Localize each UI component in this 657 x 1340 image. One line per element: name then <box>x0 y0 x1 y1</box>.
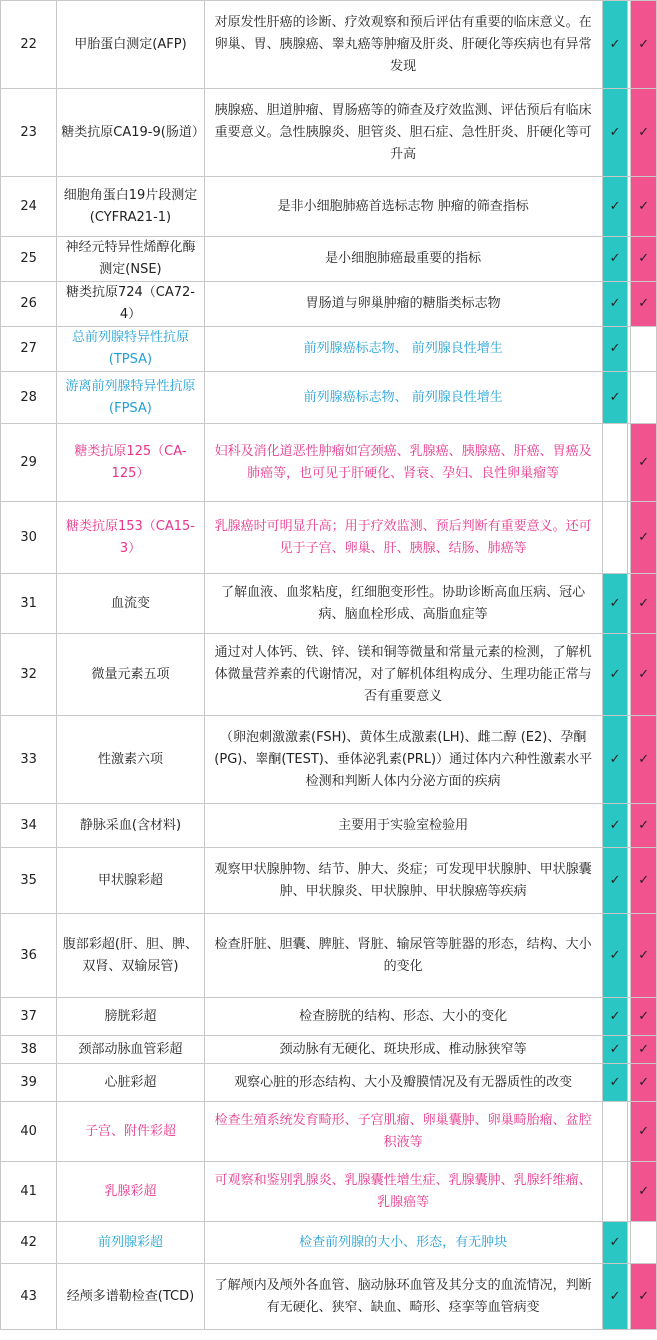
item-name: 颈部动脉血管彩超 <box>57 1036 204 1064</box>
item-number: 40 <box>1 1102 57 1162</box>
check-icon: ✓ <box>631 574 657 634</box>
check-icon: ✓ <box>631 282 657 327</box>
item-number: 27 <box>1 327 57 372</box>
table-row <box>1 327 657 372</box>
item-description: 胃肠道与卵巢肿瘤的糖脂类标志物 <box>204 282 602 327</box>
item-number: 28 <box>1 372 57 424</box>
item-description: 主要用于实验室检验用 <box>204 804 602 848</box>
check-icon: ✓ <box>631 1064 657 1102</box>
item-description: 通过对人体钙、铁、锌、镁和铜等微量和常量元素的检测，了解机体微量营养素的代谢情况，对了解机体组构成分、生理功能正常与否有重要意义 <box>204 634 602 716</box>
item-description: 对原发性肝癌的诊断、疗效观察和预后评估有重要的临床意义。在卵巢、胃、胰腺癌、睾丸癌等肿瘤及肝炎、肝硬化等疾病也有异常发现 <box>204 1 602 89</box>
table-row <box>1 282 657 327</box>
check-icon: ✓ <box>631 1 657 89</box>
check-icon: ✓ <box>631 177 657 237</box>
item-number: 42 <box>1 1222 57 1264</box>
table-row <box>1 1 657 89</box>
check-icon: ✓ <box>631 89 657 177</box>
check-icon: ✓ <box>602 914 628 998</box>
check-icon: ✓ <box>602 1 628 89</box>
item-name: 甲胎蛋白测定(AFP) <box>57 1 204 89</box>
check-icon: ✓ <box>631 1162 657 1222</box>
item-name: 细胞角蛋白19片段测定(CYFRA21-1) <box>57 177 204 237</box>
item-description: 检查膀胱的结构、形态、大小的变化 <box>204 998 602 1036</box>
table-row <box>1 1036 657 1064</box>
item-number: 36 <box>1 914 57 998</box>
check-icon: ✓ <box>602 1222 628 1264</box>
item-description: 检查前列腺的大小、形态，有无肿块 <box>204 1222 602 1264</box>
table-row <box>1 998 657 1036</box>
check-icon: ✓ <box>602 1264 628 1330</box>
check-icon: ✓ <box>631 1102 657 1162</box>
table-row <box>1 1222 657 1264</box>
item-number: 25 <box>1 237 57 282</box>
table-row <box>1 804 657 848</box>
item-number: 39 <box>1 1064 57 1102</box>
item-number: 30 <box>1 502 57 574</box>
item-description: （卵泡刺激激素(FSH)、黄体生成激素(LH)、雌二醇 (E2)、孕酮(PG)、睾酮(TEST)、垂体泌乳素(PRL)）通过体内六种性激素水平检测和判断人体内分泌方面的疾病 <box>204 716 602 804</box>
check-icon: ✓ <box>631 634 657 716</box>
table-row <box>1 634 657 716</box>
item-name: 甲状腺彩超 <box>57 848 204 914</box>
table-row <box>1 502 657 574</box>
item-number: 22 <box>1 1 57 89</box>
item-name: 糖类抗原724（CA72-4） <box>57 282 204 327</box>
check-icon: ✓ <box>631 1036 657 1064</box>
table-row <box>1 237 657 282</box>
item-name: 微量元素五项 <box>57 634 204 716</box>
check-icon: ✓ <box>631 914 657 998</box>
table-row <box>1 372 657 424</box>
item-description: 观察甲状腺肿物、结节、肿大、炎症；可发现甲状腺肿、甲状腺囊肿、甲状腺炎、甲状腺肿、甲状腺癌等疾病 <box>204 848 602 914</box>
item-description: 观察心脏的形态结构、大小及瓣膜情况及有无器质性的改变 <box>204 1064 602 1102</box>
item-number: 34 <box>1 804 57 848</box>
item-name: 子宫、附件彩超 <box>57 1102 204 1162</box>
item-name: 前列腺彩超 <box>57 1222 204 1264</box>
exam-items-body <box>1 1 657 1330</box>
item-description: 前列腺癌标志物、 前列腺良性增生 <box>204 327 602 372</box>
check-icon: ✓ <box>602 634 628 716</box>
item-description: 乳腺癌时可明显升高；用于疗效监测、预后判断有重要意义。还可见于子宫、卵巢、肝、胰腺、结肠、肺癌等 <box>204 502 602 574</box>
table-row <box>1 1264 657 1330</box>
item-description: 是非小细胞肺癌首选标志物 肿瘤的筛查指标 <box>204 177 602 237</box>
check-icon: ✓ <box>602 804 628 848</box>
item-name: 血流变 <box>57 574 204 634</box>
item-name: 经颅多谱勒检查(TCD) <box>57 1264 204 1330</box>
table-row <box>1 1102 657 1162</box>
check-icon: ✓ <box>631 804 657 848</box>
check-icon: ✓ <box>602 177 628 237</box>
check-icon: ✓ <box>602 372 628 424</box>
item-name: 腹部彩超(肝、胆、脾、双肾、双输尿管) <box>57 914 204 998</box>
item-description: 可观察和鉴别乳腺炎、乳腺囊性增生症、乳腺囊肿、乳腺纤维瘤、乳腺癌等 <box>204 1162 602 1222</box>
item-number: 43 <box>1 1264 57 1330</box>
check-icon: ✓ <box>602 89 628 177</box>
table-row <box>1 914 657 998</box>
item-description: 前列腺癌标志物、 前列腺良性增生 <box>204 372 602 424</box>
item-description: 胰腺癌、胆道肿瘤、胃肠癌等的筛查及疗效监测、评估预后有临床重要意义。急性胰腺炎、胆管炎、胆石症、急性肝炎、肝硬化等可升高 <box>204 89 602 177</box>
table-row <box>1 848 657 914</box>
check-icon: ✓ <box>631 237 657 282</box>
table-row <box>1 1162 657 1222</box>
table-row <box>1 716 657 804</box>
check-icon: ✓ <box>602 237 628 282</box>
check-icon: ✓ <box>631 502 657 574</box>
check-icon: ✓ <box>631 1264 657 1330</box>
item-number: 41 <box>1 1162 57 1222</box>
table-row <box>1 1064 657 1102</box>
item-name: 静脉采血(含材料) <box>57 804 204 848</box>
item-name: 心脏彩超 <box>57 1064 204 1102</box>
check-icon: ✓ <box>602 1064 628 1102</box>
check-icon: ✓ <box>602 716 628 804</box>
check-icon: ✓ <box>602 998 628 1036</box>
table-row <box>1 177 657 237</box>
item-description: 是小细胞肺癌最重要的指标 <box>204 237 602 282</box>
item-name: 糖类抗原125（CA-125） <box>57 424 204 502</box>
item-name: 糖类抗原153（CA15-3） <box>57 502 204 574</box>
item-number: 23 <box>1 89 57 177</box>
item-number: 24 <box>1 177 57 237</box>
item-name: 乳腺彩超 <box>57 1162 204 1222</box>
empty-cell <box>631 327 657 372</box>
item-description: 检查肝脏、胆囊、脾脏、肾脏、输尿管等脏器的形态，结构、大小的变化 <box>204 914 602 998</box>
item-name: 糖类抗原CA19-9(肠道） <box>57 89 204 177</box>
table-row <box>1 574 657 634</box>
item-description: 了解血液、血浆粘度，红细胞变形性。协助诊断高血压病、冠心病、脑血栓形成、高脂血症等 <box>204 574 602 634</box>
item-number: 33 <box>1 716 57 804</box>
item-description: 检查生殖系统发育畸形、子宫肌瘤、卵巢囊肿、卵巢畸胎瘤、盆腔积液等 <box>204 1102 602 1162</box>
item-number: 31 <box>1 574 57 634</box>
item-number: 32 <box>1 634 57 716</box>
check-icon: ✓ <box>602 282 628 327</box>
item-description: 了解颅内及颅外各血管、脑动脉环血管及其分支的血流情况，判断有无硬化、狭窄、缺血、畸形、痉挛等血管病变 <box>204 1264 602 1330</box>
empty-cell <box>631 372 657 424</box>
table-row <box>1 89 657 177</box>
item-number: 38 <box>1 1036 57 1064</box>
check-icon: ✓ <box>602 574 628 634</box>
check-icon: ✓ <box>631 424 657 502</box>
empty-cell <box>631 1222 657 1264</box>
check-icon: ✓ <box>631 716 657 804</box>
item-name: 膀胱彩超 <box>57 998 204 1036</box>
item-name: 性激素六项 <box>57 716 204 804</box>
check-icon: ✓ <box>602 327 628 372</box>
empty-cell <box>602 1162 628 1222</box>
empty-cell <box>602 502 628 574</box>
check-icon: ✓ <box>631 998 657 1036</box>
empty-cell <box>602 424 628 502</box>
item-number: 29 <box>1 424 57 502</box>
empty-cell <box>602 1102 628 1162</box>
item-number: 35 <box>1 848 57 914</box>
item-number: 37 <box>1 998 57 1036</box>
item-name: 游离前列腺特异性抗原(FPSA) <box>57 372 204 424</box>
item-name: 总前列腺特异性抗原(TPSA) <box>57 327 204 372</box>
check-icon: ✓ <box>631 848 657 914</box>
item-description: 妇科及消化道恶性肿瘤如宫颈癌、乳腺癌、胰腺癌、肝癌、胃癌及肺癌等，也可见于肝硬化、肾衰、孕妇、良性卵巢瘤等 <box>204 424 602 502</box>
check-icon: ✓ <box>602 848 628 914</box>
item-name: 神经元特异性烯醇化酶测定(NSE) <box>57 237 204 282</box>
item-number: 26 <box>1 282 57 327</box>
table-row <box>1 424 657 502</box>
check-icon: ✓ <box>602 1036 628 1064</box>
item-description: 颈动脉有无硬化、斑块形成、椎动脉狭窄等 <box>204 1036 602 1064</box>
